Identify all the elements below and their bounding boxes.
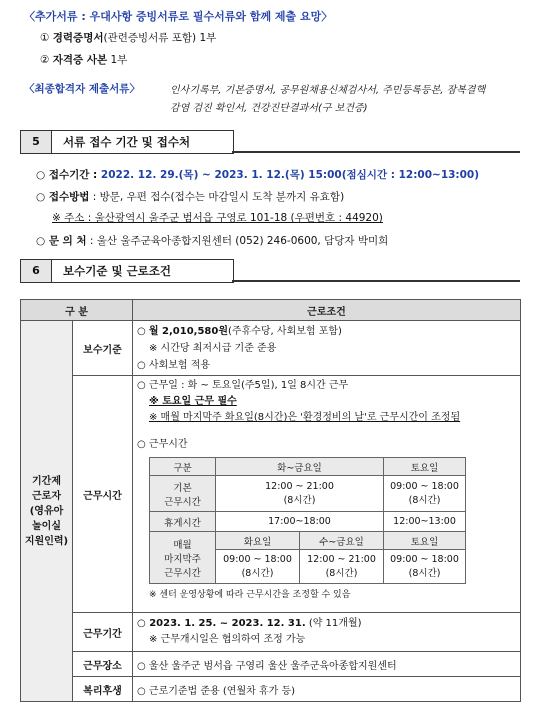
section-title: 보수기준 및 근로조건 [63,264,171,278]
column-header-category: 구 분 [21,300,133,321]
pay-cell: ○ 월 2,010,580원(주휴수당, 사회보험 포함) ※ 시간당 최저시급 기준 준용 ○ 사회보험 적용 [133,321,521,376]
grid-last-tuesday-header: 화요일 [216,532,300,550]
grid-break-weekday: 17:00~18:00 [216,512,384,532]
final-docs-label: 〈최종합격자 제출서류〉 [24,83,140,95]
row-label-place: 근무장소 [73,652,133,677]
row-label-pay: 보수기준 [73,321,133,376]
receipt-method [36,189,344,204]
item-label: 경력증명서 [52,32,104,44]
row-label-period: 근무기간 [73,613,133,652]
grid-last-wed-fri: 12:00 ~ 21:00 (8시간) [300,550,384,584]
section-number: 5 [21,131,52,153]
item-rest: 1부 [107,54,128,66]
place-cell: ○ 울산 울주군 범서읍 구영리 울산 울주군육아종합지원센터 [133,652,521,677]
grid-last-saturday: 09:00 ~ 18:00 (8시간) [384,550,466,584]
grid-break-saturday: 12:00~13:00 [384,512,466,532]
grid-basic-label: 기본 근무시간 [150,476,216,512]
section-5-header [20,130,234,154]
monthly-pay: 월 2,010,580원 [148,325,229,337]
pay-note: ※ 시간당 최저시급 기준 준용 [149,342,277,354]
inquiry-value: : 울산 울주군육아종합지원센터 (052) 246-0600, 담당자 박미희 [86,235,389,247]
section-6-header [20,259,234,283]
grid-last-week-label: 매월 마지막주 근무시간 [150,532,216,584]
item-label: 자격증 사본 [52,54,108,66]
receipt-method-label: ○ 접수방법 [36,191,90,203]
working-conditions-table [20,299,521,702]
section-number: 6 [21,260,52,282]
social-insurance: ○ 사회보험 적용 [137,359,211,371]
column-header-conditions: 근로조건 [133,300,521,321]
inquiry [36,233,388,248]
row-label-hours: 근무시간 [73,376,133,613]
grid-break-label: 휴게시간 [150,512,216,532]
group-label: 기간제 근로자 (영유아 놀이실 지원인력) [21,321,73,702]
final-docs-line2: 감염 검진 확인서, 건강진단결과서(구 보건증) [170,103,368,114]
grid-last-saturday-header: 토요일 [384,532,466,550]
inquiry-label: ○ 문 의 처 [36,235,87,247]
monthly-adjustment: ※ 매월 마지막주 화요일(8시간)은 '환경정비의 날'로 근무시간이 조정됨 [149,412,461,423]
hours-note: ※ 센터 운영상황에 따라 근무시간을 조정할 수 있음 [149,590,351,600]
hours-cell [133,376,521,613]
receipt-method-value: : 방문, 우편 접수(접수는 마감일시 도착 분까지 유효함) [89,191,345,203]
item-number: ① [40,32,50,44]
saturday-required: ※ 토요일 근무 필수 [149,396,237,407]
item-number: ② [40,54,50,66]
workdays: ○ 근무일 : 화 ~ 토요일(주5일), 1일 8시간 근무 [137,380,349,391]
grid-header-saturday: 토요일 [384,458,466,476]
address: ※ 주소 : 울산광역시 울주군 범서읍 구영로 101-18 (우편번호 : 44920) [52,212,383,224]
additional-doc-item [40,52,127,67]
receipt-period [36,167,479,182]
row-label-welfare: 복리후생 [73,677,133,702]
welfare-cell: ○ 근로기준법 준용 (연월차 휴가 등) [133,677,521,702]
grid-last-wed-fri-header: 수~금요일 [300,532,384,550]
section-divider [232,280,520,282]
item-rest: (관련증빙서류 포함) 1부 [103,32,217,44]
grid-header-weekday: 화~금요일 [216,458,384,476]
grid-last-tuesday: 09:00 ~ 18:00 (8시간) [216,550,300,584]
receipt-period-value: 2022. 12. 29.(목) ~ 2023. 1. 12.(목) 15:00(점심시간 : 12:00~13:00) [100,169,480,181]
receipt-period-label: ○ 접수기간 : [36,169,101,181]
additional-docs-heading: 〈추가서류 : 우대사항 증빙서류로 필수서류와 함께 제출 요망〉 [24,10,333,23]
final-docs-line1: 인사기록부, 기본증명서, 공무원채용신체검사서, 주민등록등본, 잠복결핵 [170,85,486,96]
hours-grid [149,457,466,584]
working-hours-label: ○ 근무시간 [137,439,188,450]
contract-period: ○ 2023. 1. 25. ~ 2023. 12. 31. [137,618,306,629]
section-divider [232,151,520,153]
section-title: 서류 접수 기간 및 접수처 [63,135,191,149]
grid-header-category: 구분 [150,458,216,476]
additional-doc-item [40,30,216,45]
grid-basic-saturday: 09:00 ~ 18:00 (8시간) [384,476,466,512]
period-cell: ○ 2023. 1. 25. ~ 2023. 12. 31. (약 11개월) ※ 근무개시일은 협의하여 조정 가능 [133,613,521,652]
grid-basic-weekday: 12:00 ~ 21:00 (8시간) [216,476,384,512]
period-note: ※ 근무개시일은 협의하여 조정 가능 [149,634,306,645]
